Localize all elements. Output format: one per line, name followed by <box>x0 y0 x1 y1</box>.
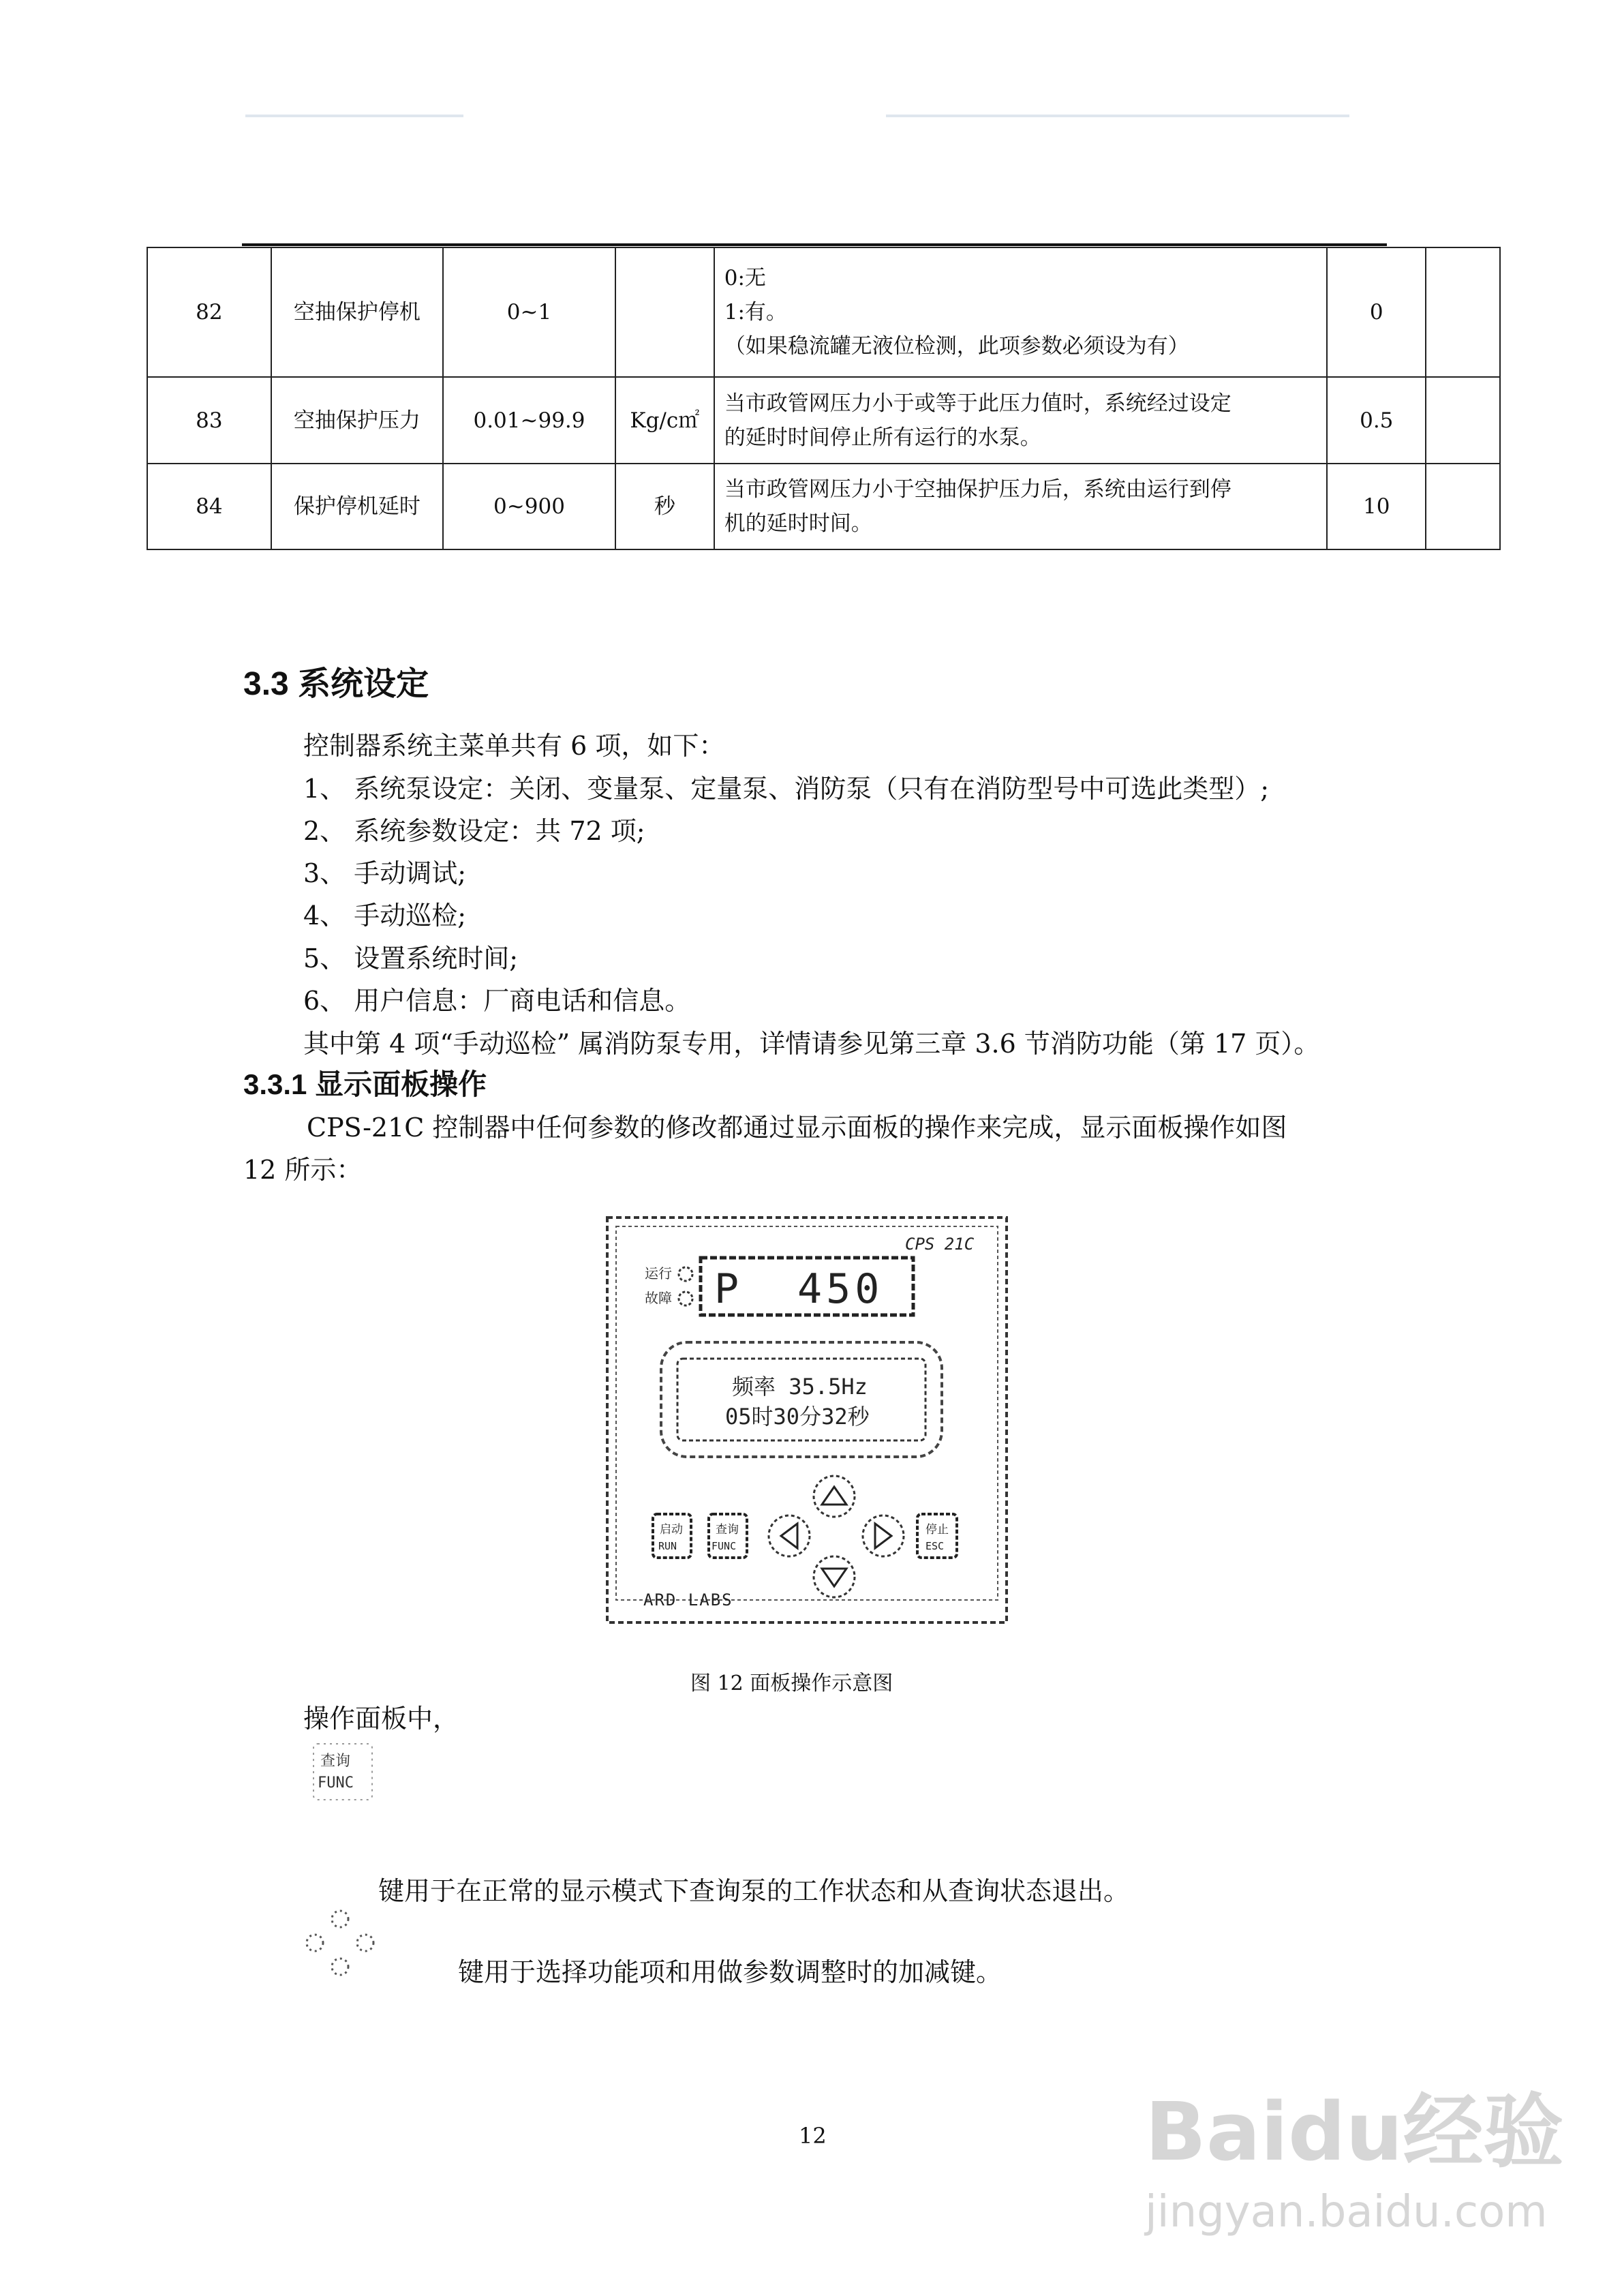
stop-button-sublabel: ESC <box>925 1540 945 1552</box>
list-item: 3、 手动调试; <box>303 858 467 888</box>
table-row <box>147 464 1500 549</box>
right-arrow-button[interactable] <box>863 1515 904 1556</box>
param-desc-line: 的延时时间停止所有运行的水泵。 <box>724 425 1041 450</box>
param-default: 0.5 <box>1327 377 1426 464</box>
param-name: 保护停机延时 <box>271 464 443 549</box>
model-label: CPS 21C <box>905 1235 975 1254</box>
param-desc-line: 机的延时时间。 <box>724 511 872 536</box>
section-intro: 控制器系统主菜单共有 6 项，如下： <box>303 731 725 761</box>
param-unit: 秒 <box>615 464 714 549</box>
param-desc-line: 当市政管网压力小于或等于此压力值时，系统经过设定 <box>724 391 1231 416</box>
param-no: 83 <box>147 377 271 464</box>
param-desc-line: 0:无 <box>724 266 766 290</box>
fault-indicator-label: 故障 <box>645 1290 672 1306</box>
figure-caption: 图 12 面板操作示意图 <box>690 1672 893 1695</box>
list-item: 5、 设置系统时间; <box>303 943 519 973</box>
arrow-keys-icon <box>300 1905 380 1980</box>
param-default: 0 <box>1327 247 1426 377</box>
param-name: 空抽保护压力 <box>271 377 443 464</box>
list-item: 2、 系统参数设定：共 72 项; <box>303 816 645 846</box>
param-default: 10 <box>1327 464 1426 549</box>
section-note: 其中第 4 项“手动巡检” 属消防泵专用，详情请参见第三章 3.6 节消防功能（第 17 页）。 <box>303 1029 1320 1059</box>
led-value: 450 <box>797 1265 884 1313</box>
func-key-icon <box>312 1742 373 1801</box>
param-desc <box>714 247 1328 377</box>
lcd-line2: 05时30分32秒 <box>725 1404 870 1430</box>
list-item: 4、 手动巡检; <box>303 901 467 931</box>
down-arrow-button[interactable] <box>814 1556 855 1597</box>
func-key-icon-label: 查询 <box>320 1753 351 1770</box>
param-no: 82 <box>147 247 271 377</box>
run-button-sublabel: RUN <box>658 1540 677 1552</box>
panel-ops-desc1: 键用于在正常的显示模式下查询泵的工作状态和从查询状态退出。 <box>378 1876 1130 1906</box>
left-arrow-icon <box>781 1524 797 1548</box>
param-desc-line: （如果稳流罐无液位检测，此项参数必须设为有） <box>724 334 1189 359</box>
param-no: 84 <box>147 464 271 549</box>
control-panel-figure <box>605 1215 1009 1625</box>
func-key-icon-sublabel: FUNC <box>318 1774 354 1792</box>
subsection-para-line1: CPS-21C 控制器中任何参数的修改都通过显示面板的操作来完成，显示面板操作如图 <box>307 1113 1287 1143</box>
param-name: 空抽保护停机 <box>271 247 443 377</box>
up-arrow-button[interactable] <box>814 1476 855 1517</box>
panel-ops-intro: 操作面板中， <box>303 1704 459 1734</box>
param-desc-line: 1:有。 <box>724 300 787 324</box>
section-title: 3.3 系统设定 <box>243 666 429 702</box>
list-item: 1、 系统泵设定：关闭、变量泵、定量泵、消防泵（只有在消防型号中可选此类型）; <box>303 774 1270 804</box>
run-indicator-led <box>679 1267 692 1281</box>
table-row <box>147 377 1500 464</box>
param-desc-line: 当市政管网压力小于空抽保护压力后，系统由运行到停 <box>724 477 1231 502</box>
list-item: 6、 用户信息：厂商电话和信息。 <box>303 986 691 1016</box>
func-button-label: 查询 <box>716 1523 739 1537</box>
left-arrow-button[interactable] <box>769 1515 810 1556</box>
panel-ops-desc2: 键用于选择功能项和用做参数调整时的加减键。 <box>458 1957 1003 1987</box>
stop-button-label: 停止 <box>925 1523 949 1537</box>
down-arrow-icon <box>822 1569 846 1586</box>
param-note <box>1426 247 1500 377</box>
fault-indicator-led <box>679 1292 692 1305</box>
param-range: 0~900 <box>443 464 615 549</box>
header-faint-line-left <box>245 115 463 117</box>
watermark-url: jingyan.baidu.com <box>1145 2187 1548 2237</box>
param-note <box>1426 464 1500 549</box>
param-range: 0.01~99.9 <box>443 377 615 464</box>
subsection-title: 3.3.1 显示面板操作 <box>243 1068 487 1100</box>
subsection-para-line2: 12 所示： <box>243 1155 363 1185</box>
func-button-sublabel: FUNC <box>711 1540 737 1552</box>
header-rule <box>242 243 1387 246</box>
run-button-label: 启动 <box>660 1523 683 1537</box>
run-indicator-label: 运行 <box>645 1265 672 1282</box>
param-unit <box>615 247 714 377</box>
brand-label: ARD LABS <box>643 1590 733 1610</box>
param-range: 0~1 <box>443 247 615 377</box>
page-number: 12 <box>799 2123 827 2149</box>
watermark-brand: Baidu经验 <box>1145 2085 1564 2179</box>
led-prefix: P <box>714 1265 739 1313</box>
param-desc <box>714 377 1328 464</box>
parameter-table <box>147 247 1501 550</box>
header-faint-line-right <box>886 115 1349 117</box>
right-arrow-icon <box>875 1524 891 1548</box>
lcd-line1: 频率 35.5Hz <box>732 1374 868 1400</box>
param-unit: Kg/c㎡ <box>615 377 714 464</box>
param-note <box>1426 377 1500 464</box>
table-row <box>147 247 1500 377</box>
param-desc <box>714 464 1328 549</box>
up-arrow-icon <box>822 1487 846 1505</box>
